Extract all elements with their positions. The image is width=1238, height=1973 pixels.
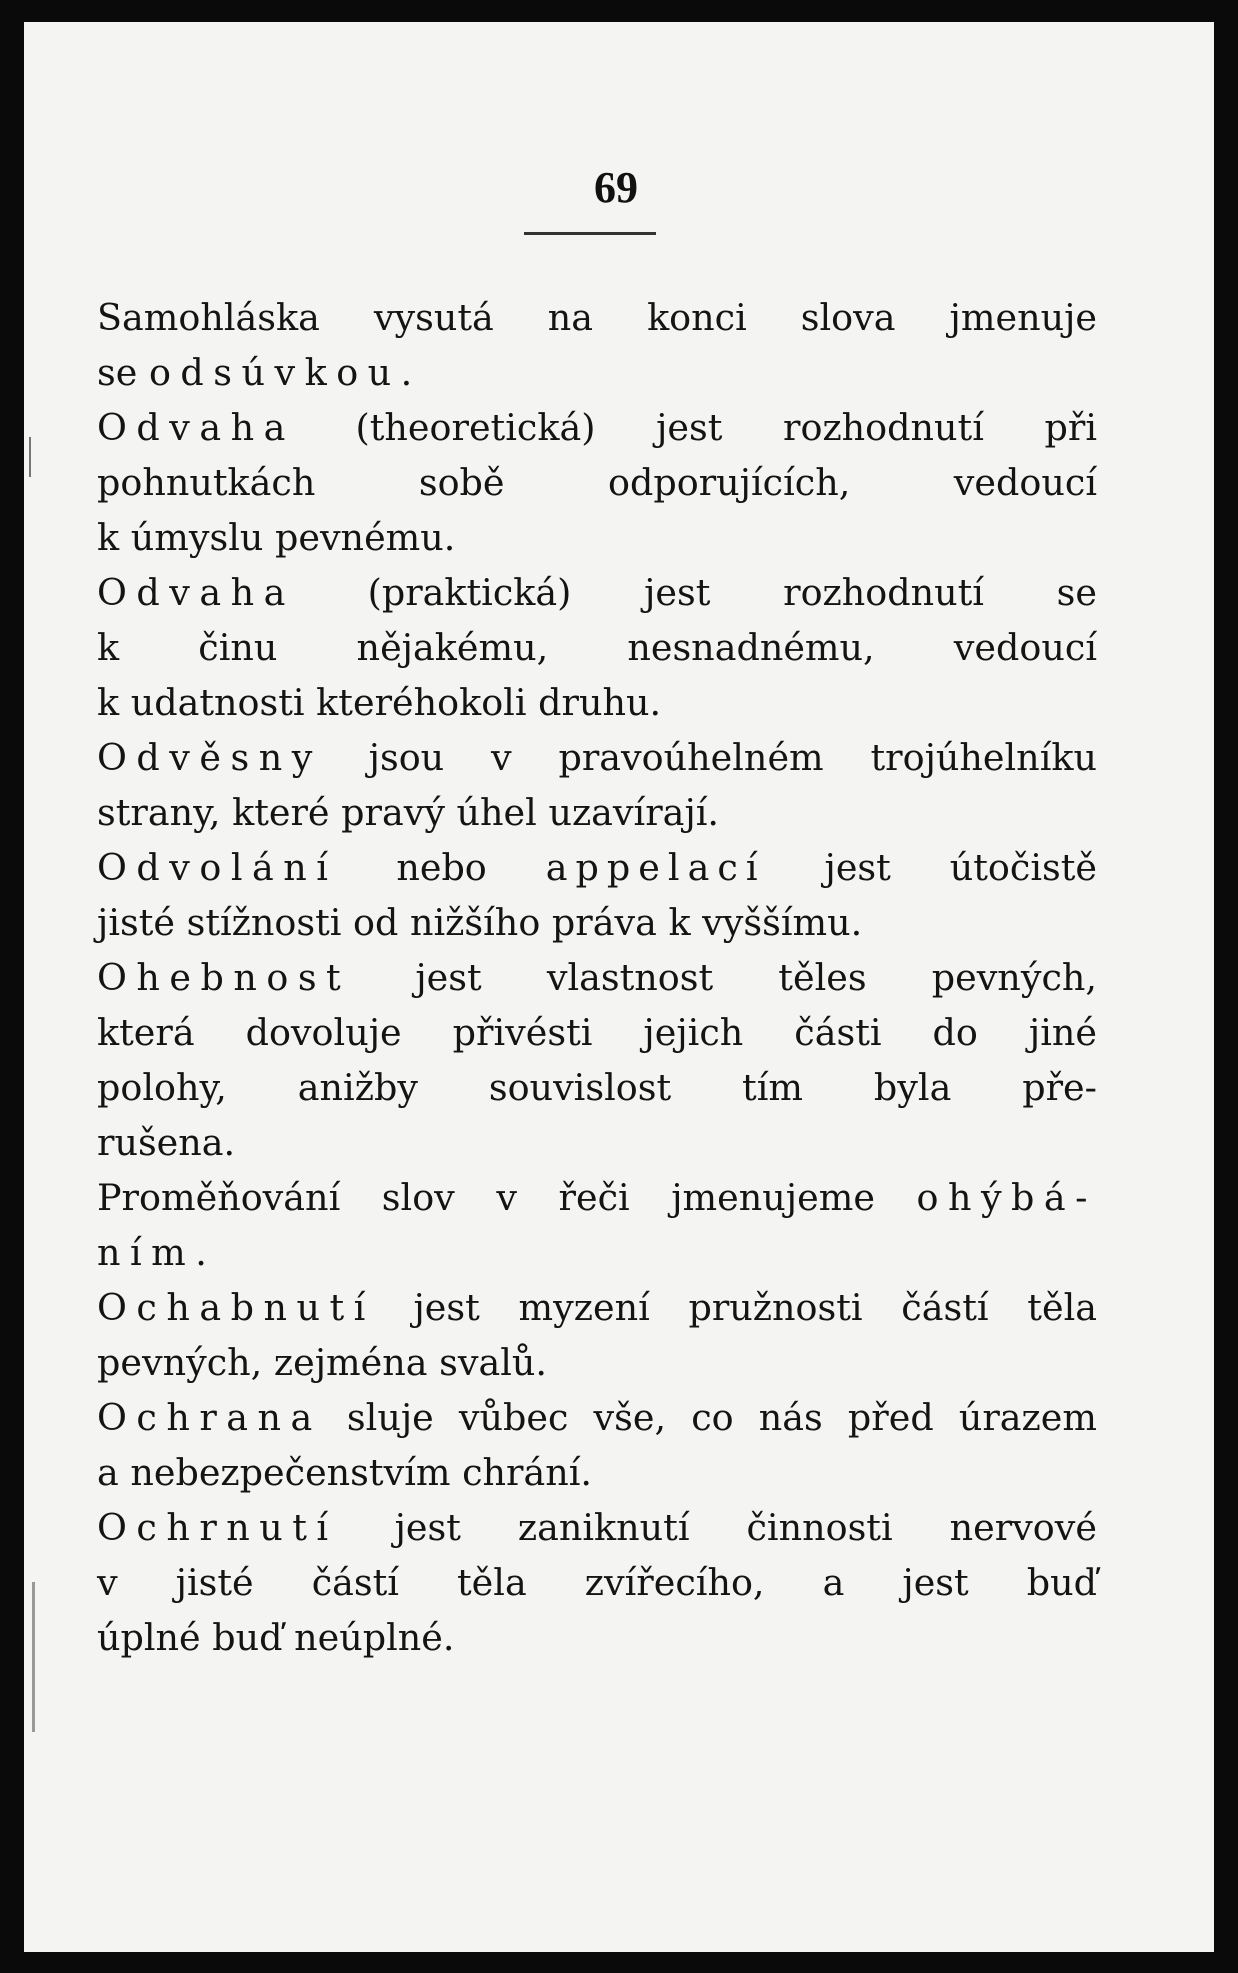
entry-line xyxy=(97,1005,1097,1060)
glossary-entry xyxy=(97,1390,1097,1500)
entry-text: jest vlastnost těles pevných, xyxy=(350,956,1097,999)
entry-text: sluje vůbec vše, co nás před úrazem xyxy=(321,1396,1097,1439)
spaced-term: ním xyxy=(97,1231,196,1274)
entry-text: nebo xyxy=(337,846,546,889)
page-number-rule xyxy=(524,232,656,235)
scan-margin-mark xyxy=(32,1582,35,1732)
entry-line xyxy=(97,455,1097,510)
glossary-entry xyxy=(97,840,1097,950)
entry-text: . xyxy=(195,1231,207,1274)
entry-line xyxy=(97,730,1097,785)
entry-line xyxy=(97,1335,1097,1390)
entry-text: k úmyslu pevnému. xyxy=(97,516,456,559)
entry-text: v jisté částí těla zvířecího, a jest buď xyxy=(97,1561,1097,1604)
entry-line xyxy=(97,1225,1097,1280)
entry-line xyxy=(97,1170,1097,1225)
entry-line xyxy=(97,1555,1097,1610)
entry-text: jest útočistě xyxy=(765,846,1097,889)
entry-line xyxy=(97,510,1097,565)
spaced-term: Odvaha xyxy=(97,571,295,614)
spaced-term: Ohebnost xyxy=(97,956,351,999)
entry-text: (praktická) jest rozhodnutí se xyxy=(294,571,1097,614)
entry-text: k udatnosti kteréhokoli druhu. xyxy=(97,681,662,724)
entry-text: jisté stížnosti od nižšího práva k vyššímu. xyxy=(97,901,863,944)
entry-line xyxy=(97,1610,1097,1665)
entry-line xyxy=(97,345,1097,400)
entry-line xyxy=(97,950,1097,1005)
entry-text: Samohláska vysutá na konci slova jmenuje xyxy=(97,296,1097,339)
entry-text: která dovoluje přivésti jejich části do jiné xyxy=(97,1011,1097,1054)
glossary-entry xyxy=(97,1280,1097,1390)
entry-text: rušena. xyxy=(97,1121,236,1164)
entry-line xyxy=(97,1445,1097,1500)
spaced-term: odsúvkou xyxy=(148,351,401,394)
entry-text: jsou v pravoúhelném trojúhelníku xyxy=(321,736,1097,779)
glossary-entry xyxy=(97,950,1097,1170)
entry-text: k činu nějakému, nesnadnému, vedoucí xyxy=(97,626,1097,669)
entry-text: Proměňování slov v řeči jmenujeme xyxy=(97,1176,917,1219)
entry-text: a nebezpečenstvím chrání. xyxy=(97,1451,593,1494)
entry-line xyxy=(97,1390,1097,1445)
entry-line xyxy=(97,895,1097,950)
entry-line xyxy=(97,1060,1097,1115)
entry-line xyxy=(97,565,1097,620)
entry-line xyxy=(97,1280,1097,1335)
spaced-term: ohýbá- xyxy=(916,1176,1097,1219)
entry-text: pohnutkách sobě odporujících, vedoucí xyxy=(97,461,1097,504)
page-number: 69 xyxy=(594,163,638,212)
entry-line xyxy=(97,400,1097,455)
glossary-entry xyxy=(97,565,1097,730)
spaced-term: Odvaha xyxy=(97,406,295,449)
entry-text: se xyxy=(97,351,149,394)
spaced-term: Ochrnutí xyxy=(97,1506,338,1549)
entry-text: jest myzení pružnosti částí těla xyxy=(374,1286,1097,1329)
entry-text: jest zaniknutí činnosti nervové xyxy=(337,1506,1097,1549)
entry-line xyxy=(97,620,1097,675)
spaced-term: Odvolání xyxy=(97,846,338,889)
spaced-term: Ochrana xyxy=(97,1396,322,1439)
entry-line xyxy=(97,840,1097,895)
entry-text: . xyxy=(400,351,413,394)
entry-line xyxy=(97,785,1097,840)
book-page xyxy=(24,22,1214,1952)
glossary-entry xyxy=(97,400,1097,565)
glossary-entry xyxy=(97,1170,1097,1280)
glossary-entry xyxy=(97,1500,1097,1665)
entry-text: úplné buď neúplné. xyxy=(97,1616,455,1659)
entry-text: polohy, anižby souvislost tím byla pře- xyxy=(97,1066,1097,1109)
entry-text: strany, které pravý úhel uzavírají. xyxy=(97,791,720,834)
spaced-term: Ochabnutí xyxy=(97,1286,375,1329)
entry-line xyxy=(97,1115,1097,1170)
spaced-term: appelací xyxy=(545,846,766,889)
entry-line xyxy=(97,675,1097,730)
entry-line xyxy=(97,290,1097,345)
entry-text: pevných, zejména svalů. xyxy=(97,1341,547,1384)
glossary-entry xyxy=(97,290,1097,400)
entry-text: (theoretická) jest rozhodnutí při xyxy=(294,406,1097,449)
glossary-entry xyxy=(97,730,1097,840)
entry-line xyxy=(97,1500,1097,1555)
spaced-term: Odvěsny xyxy=(97,736,322,779)
scan-margin-mark xyxy=(29,437,31,477)
page-text xyxy=(97,290,1097,1665)
